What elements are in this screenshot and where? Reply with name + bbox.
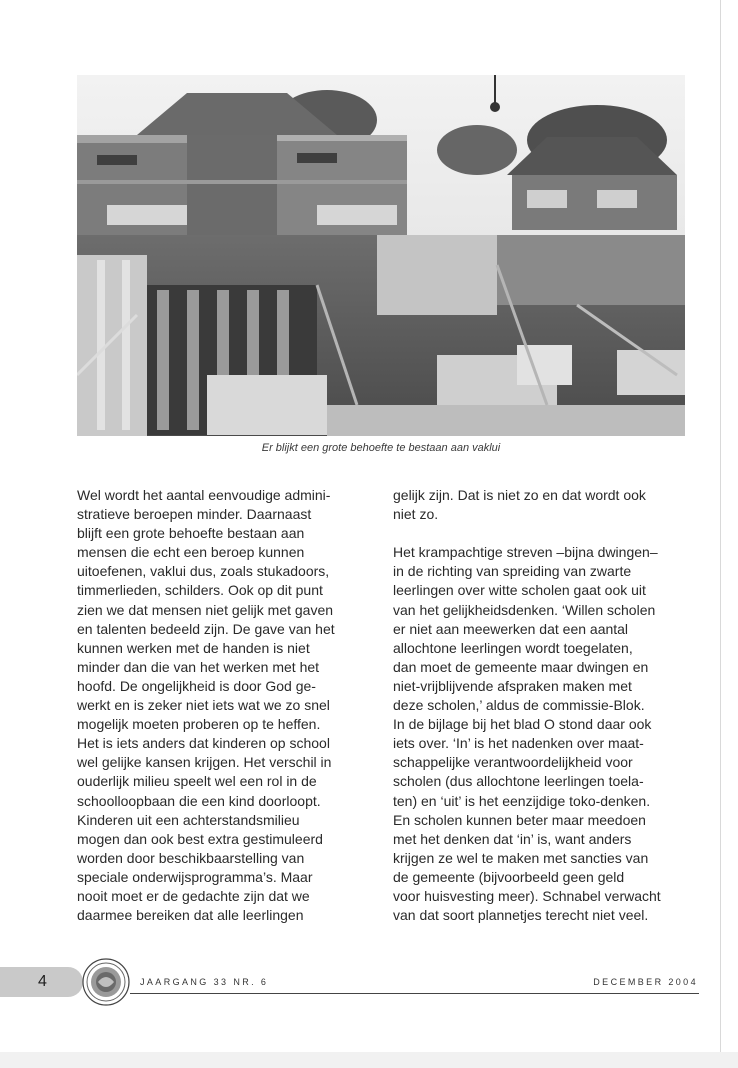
text-line: met het denken dat ‘in’ is, want anders (393, 830, 632, 847)
construction-photo (77, 75, 685, 436)
text-line: ouderlijk milieu speelt wel een rol in de (77, 773, 317, 790)
text-line: gelijk zijn. Dat is niet zo en dat wordt ook (393, 487, 646, 503)
text-line: mogelijk moeten proberen op te heffen. (77, 716, 321, 733)
text-line: allochtone leerlingen wordt toegelaten, (393, 639, 633, 656)
text-line: de gemeente (bijvoorbeeld geen geld (393, 868, 625, 885)
journal-seal-icon (82, 958, 130, 1006)
footer-rule (130, 993, 699, 994)
text-line: wel gelijke kansen krijgen. Het verschil in (77, 754, 332, 771)
text-line: Het krampachtige streven –bijna dwingen– (393, 544, 658, 561)
text-line: van dat soort plannetjes terecht niet veel. (393, 907, 649, 924)
text-line: zien we dat mensen niet gelijk met gaven (77, 601, 334, 618)
text-line: er niet aan meewerken dat een aantal (393, 620, 629, 637)
left-column (77, 486, 369, 925)
text-line: minder dan die van het werken met het (77, 658, 320, 675)
page-edge-line (720, 0, 721, 1068)
text-line: in de richting van spreiding van zwarte (393, 563, 632, 580)
text-line: schoolloopbaan die een kind doorloopt. (77, 792, 321, 809)
text-line: mogen dan ook best extra gestimuleerd (77, 830, 323, 847)
text-line: en talenten bedeeld zijn. De gave van het (77, 620, 335, 637)
footer-volume-issue: JAARGANG 33 NR. 6 (140, 977, 269, 987)
text-line: daarmee bereiken dat alle leerlingen (77, 907, 304, 924)
paragraph-gap (393, 524, 685, 543)
text-line: mensen die echt een beroep kunnen (77, 544, 305, 561)
text-line: blijft een grote behoefte bestaan aan (77, 525, 305, 542)
text-line: speciale onderwijsprogramma’s. Maar (77, 868, 313, 885)
scan-bottom-shade (0, 1052, 738, 1068)
text-line: In de bijlage bij het blad O stond daar ook (393, 716, 652, 733)
text-line: scholen (dus allochtone leerlingen toela- (393, 773, 644, 790)
text-line: kunnen werken met de handen is niet (77, 639, 310, 656)
text-line: leerlingen over witte scholen gaat ook uit (393, 582, 646, 599)
text-line: stratieve beroepen minder. Daarnaast (77, 506, 312, 523)
text-line: Het is iets anders dat kinderen op school (77, 735, 330, 752)
text-line: timmerlieden, schilders. Ook op dit punt (77, 582, 323, 599)
right-column (393, 486, 685, 925)
text-line: niet-vrijblijvende afspraken maken met (393, 677, 632, 694)
text-line: Kinderen uit een achterstandsmilieu (77, 811, 300, 828)
footer-date: DECEMBER 2004 (593, 977, 698, 987)
text-line: worden door beschikbaarstelling van (77, 849, 305, 866)
page-number: 4 (38, 973, 47, 990)
text-line: Wel wordt het aantal eenvoudige admini- (77, 487, 331, 503)
text-line: voor huisvesting meer). Schnabel verwacht (393, 887, 661, 904)
text-line: nooit moet er de gedachte zijn dat we (77, 887, 310, 904)
text-line: hoofd. De ongelijkheid is door God ge- (77, 677, 316, 694)
text-line: iets over. ‘In’ is het nadenken over maat- (393, 735, 644, 752)
text-line: niet zo. (393, 506, 439, 523)
text-line: van het gelijkheidsdenken. ‘Willen scholen (393, 601, 656, 618)
text-line: dan moet de gemeente maar dwingen en (393, 658, 649, 675)
text-line: werkt en is zeker niet iets wat we zo snel (77, 697, 330, 714)
photo-caption: Er blijkt een grote behoefte te bestaan aan vaklui (261, 442, 501, 454)
text-line: deze scholen,’ aldus de commissie-Blok. (393, 697, 645, 714)
text-line: schappelijke verantwoordelijkheid voor (393, 754, 633, 771)
text-line: krijgen ze wel te maken met sancties van (393, 849, 649, 866)
text-line: ten) en ‘uit’ is het eenzijdige toko-denken. (393, 792, 651, 809)
text-line: En scholen kunnen beter maar meedoen (393, 811, 646, 828)
text-line: uitoefenen, vaklui dus, zoals stukadoors, (77, 563, 330, 580)
